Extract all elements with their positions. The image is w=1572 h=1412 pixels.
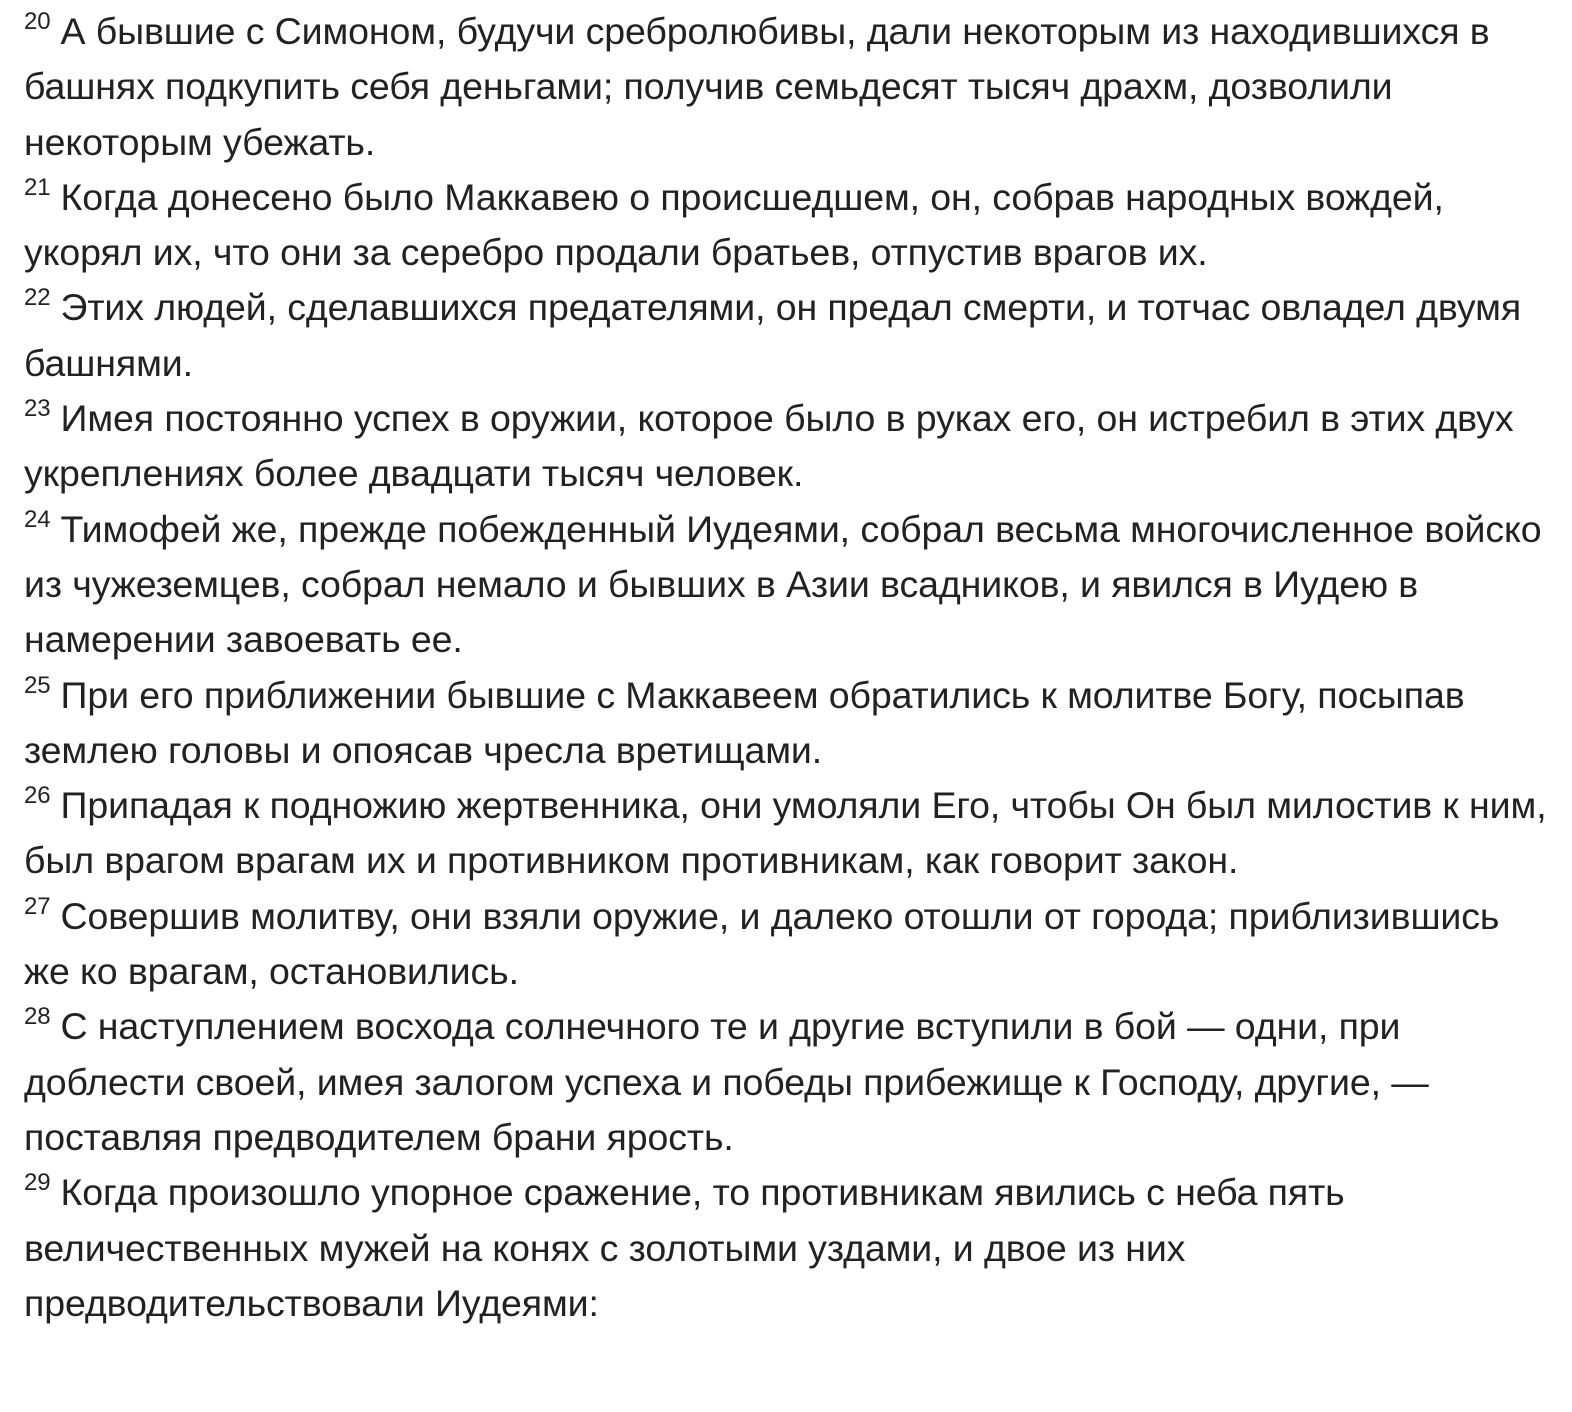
verse-22: [24, 280, 1550, 391]
verse-number: 24: [24, 505, 51, 533]
verse-21: [24, 170, 1550, 281]
verse-number: 26: [24, 782, 51, 810]
verse-text: Тимофей же, прежде побежденный Иудеями, собрал весьма многочисленное войско из чужеземцев, собрал немало и бывших в Азии всадников, и явился в Иудею в намерении завоевать ее.: [24, 507, 1542, 661]
verse-text: Совершив молитву, они взяли оружие, и далеко отошли от города; приблизившись же ко врагам, остановились.: [24, 894, 1500, 993]
verse-text: Этих людей, сделавшихся предателями, он предал смерти, и тотчас овладел двумя башнями.: [24, 286, 1522, 384]
verse-text: С наступлением восхода солнечного те и другие вступили в бой — одни, при доблести своей, имея залогом успеха и победы прибежище к Господу, другие, — поставляя предводителем брани ярость.: [24, 1005, 1429, 1158]
verse-text: Когда донесено было Маккавею о происшедшем, он, собрав народных вождей, укорял их, что они за серебро продали братьев, отпустив врагов их.: [24, 175, 1444, 274]
verse-number: 25: [24, 671, 51, 699]
verse-29: [24, 1165, 1550, 1331]
verse-20: [24, 4, 1550, 170]
verse-text: При его приближении бывшие с Маккавеем обратились к молитве Богу, посыпав землею головы и опоясав чресла вретищами.: [24, 673, 1465, 771]
verse-text: Когда произошло упорное сражение, то противникам явились с неба пять величественных мужей на конях с золотыми уздами, и двое из них предводительствовали Иудеями:: [24, 1171, 1345, 1324]
verse-text: Имея постоянно успех в оружии, которое было в руках его, он истребил в этих двух укреплениях более двадцати тысяч человек.: [24, 397, 1514, 495]
verse-23: [24, 391, 1550, 502]
verse-number: 23: [24, 395, 51, 423]
verse-number: 20: [24, 8, 51, 35]
verse-number: 29: [24, 1169, 51, 1197]
verse-number: 28: [24, 1003, 51, 1031]
verse-28: [24, 999, 1550, 1165]
verse-number: 21: [24, 173, 51, 201]
verse-number: 27: [24, 892, 51, 920]
verse-26: [24, 778, 1550, 889]
verse-25: [24, 668, 1550, 779]
verse-text: Припадая к подножию жертвенника, они умоляли Его, чтобы Он был милостив к ним, был врагом врагам их и противником противникам, как говорит закон.: [24, 784, 1547, 882]
verse-27: [24, 889, 1550, 1000]
verse-24: [24, 502, 1550, 668]
verse-number: 22: [24, 284, 51, 312]
verse-text: А бывшие с Симоном, будучи сребролюбивы, дали некоторым из находившихся в башнях подкупить себя деньгами; получив семьдесят тысяч драхм, дозволили некоторым убежать.: [24, 10, 1490, 163]
